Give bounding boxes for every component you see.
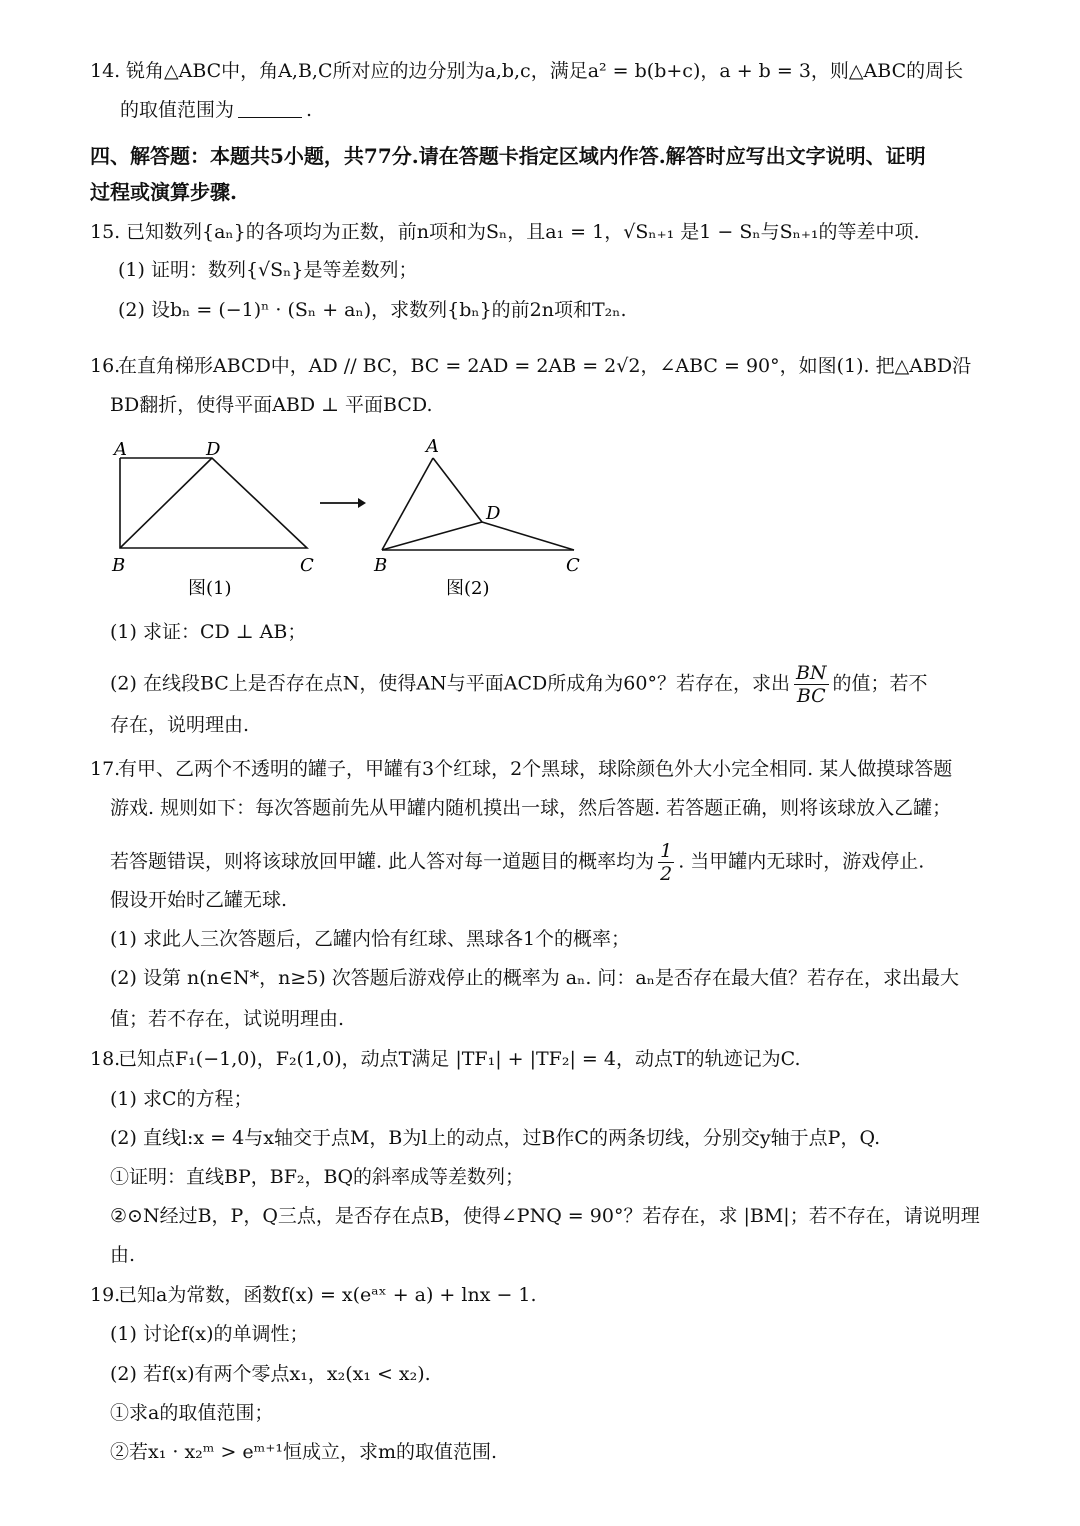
q17-part1: (1) 求此人三次答题后，乙罐内恰有红球、黑球各1个的概率； <box>110 928 631 950</box>
q18-part1: (1) 求C的方程； <box>110 1088 253 1110</box>
q18-number: 18. <box>90 1048 121 1070</box>
section4-heading-line2: 过程或演算步骤. <box>90 180 237 204</box>
q16-text-line1: 在直角梯形ABCD中，AD // BC，BC = 2AD = 2AB = 2√2，∠ABC = 90°，如图(1). 把△ABD沿 <box>118 355 972 377</box>
q16-part2a: (2) 在线段BC上是否存在点N，使得AN与平面ACD所成角为60°？若存在，求出 <box>110 672 790 695</box>
q15-text-line1: 已知数列{aₙ}的各项均为正数，前n项和为Sₙ，且a₁ = 1，√Sₙ₊₁ 是1 − Sₙ与Sₙ₊₁的等差中项. <box>126 221 920 243</box>
q14-text-line2a: 的取值范围为 <box>120 99 235 121</box>
answer-blank <box>238 99 302 118</box>
q19-text-line1: 已知a为常数，函数f(x) = x(eᵃˣ + a) + lnx − 1. <box>118 1284 537 1306</box>
fraction-denominator: BC <box>796 685 826 707</box>
q19-sub1: ①求a的取值范围； <box>110 1402 274 1424</box>
trapezoid-outline <box>120 458 307 548</box>
diagonal-bd <box>120 458 212 548</box>
fraction-numerator: BN <box>795 662 827 684</box>
q14-text-line2b: . <box>306 99 313 121</box>
q17-text-line4: 假设开始时乙罐无球. <box>110 889 288 911</box>
q19-part1: (1) 讨论f(x)的单调性； <box>110 1323 309 1345</box>
fig2-label-d: D <box>486 503 501 524</box>
q16-text-line2: BD翻折，使得平面ABD ⊥ 平面BCD. <box>110 394 433 416</box>
section4-heading-line1: 四、解答题：本题共5小题，共77分.请在答题卡指定区域内作答.解答时应写出文字说明、证明 <box>90 144 926 168</box>
q14-text-line1: 锐角△ABC中，角A,B,C所对应的边分别为a,b,c，满足a² = b(b+c)，a + b = 3，则△ABC的周长 <box>126 60 964 82</box>
fig1-label-d: D <box>206 439 221 460</box>
fraction-numerator: 1 <box>660 840 673 862</box>
q17-text-line2: 游戏. 规则如下：每次答题前先从甲罐内随机摸出一球，然后答题. 若答题正确，则将该球放入乙罐； <box>110 797 952 819</box>
q17-text-line3a: 若答题错误，则将该球放回甲罐. 此人答对每一道题目的概率均为 <box>110 850 655 873</box>
q17-text-line1: 有甲、乙两个不透明的罐子，甲罐有3个红球，2个黑球，球除颜色外大小完全相同. 某人做摸球答题 <box>118 758 953 780</box>
fig2-caption: 图(2) <box>446 578 490 599</box>
q17-text-line3b: . 当甲罐内无球时，游戏停止. <box>678 850 925 873</box>
q18-sub2c: 由. <box>110 1244 136 1266</box>
fraction-bn-bc <box>794 662 829 707</box>
fig2-label-c: C <box>566 555 580 576</box>
q18-text-line1: 已知点F₁(−1,0)，F₂(1,0)，动点T满足 |TF₁| + |TF₂| = 4，动点T的轨迹记为C. <box>118 1048 801 1070</box>
q18-sub2: ②⊙N经过B，P，Q三点，是否存在点B，使得∠PNQ = 90°？若存在，求 |BM|；若不存在，请说明理 <box>110 1205 980 1227</box>
fig1-label-a: A <box>114 439 127 460</box>
q14-number: 14. <box>90 60 121 82</box>
q17-part2c: 值；若不存在，试说明理由. <box>110 1008 345 1030</box>
fig1-label-b: B <box>112 555 126 576</box>
arrow-icon <box>320 498 366 508</box>
q17-number: 17. <box>90 758 121 780</box>
q14-text-line2 <box>120 96 312 124</box>
q15-part1: (1) 证明：数列{√Sₙ}是等差数列； <box>118 259 418 281</box>
q16-number: 16. <box>90 355 121 377</box>
q19-number: 19. <box>90 1284 121 1306</box>
q17-part2: (2) 设第 n(n∈N*，n≥5) 次答题后游戏停止的概率为 aₙ. 问：aₙ是否存在最大值？若存在，求出最大 <box>110 967 959 989</box>
fraction-one-half <box>658 840 674 885</box>
q19-part2: (2) 若f(x)有两个零点x₁，x₂(x₁ < x₂). <box>110 1363 431 1385</box>
q16-figures <box>100 430 600 605</box>
figure-1-trapezoid <box>111 439 314 599</box>
fraction-denominator: 2 <box>660 863 673 885</box>
q16-part2c: 存在，说明理由. <box>110 714 250 736</box>
q19-sub2: ②若x₁ · x₂ᵐ > eᵐ⁺¹恒成立，求m的取值范围. <box>110 1441 498 1463</box>
q15-part2: (2) 设bₙ = (−1)ⁿ · (Sₙ + aₙ)，求数列{bₙ}的前2n项和T₂ₙ. <box>118 299 627 321</box>
q16-part2 <box>110 662 928 707</box>
q15-number: 15. <box>90 221 121 243</box>
fig2-label-a: A <box>426 436 439 457</box>
q16-part1: (1) 求证：CD ⊥ AB； <box>110 621 307 643</box>
q18-sub1: ①证明：直线BP，BF₂，BQ的斜率成等差数列； <box>110 1166 525 1188</box>
fig2-label-b: B <box>374 555 388 576</box>
q17-text-line3 <box>110 840 924 885</box>
q16-part2b: 的值；若不 <box>832 672 928 695</box>
fig1-caption: 图(1) <box>188 578 232 599</box>
q18-part2: (2) 直线l:x = 4与x轴交于点M，B为l上的动点，过B作C的两条切线，分别交y轴于点P，Q. <box>110 1127 881 1149</box>
fig1-label-c: C <box>300 555 314 576</box>
figure-2-tetrahedron <box>373 436 580 599</box>
